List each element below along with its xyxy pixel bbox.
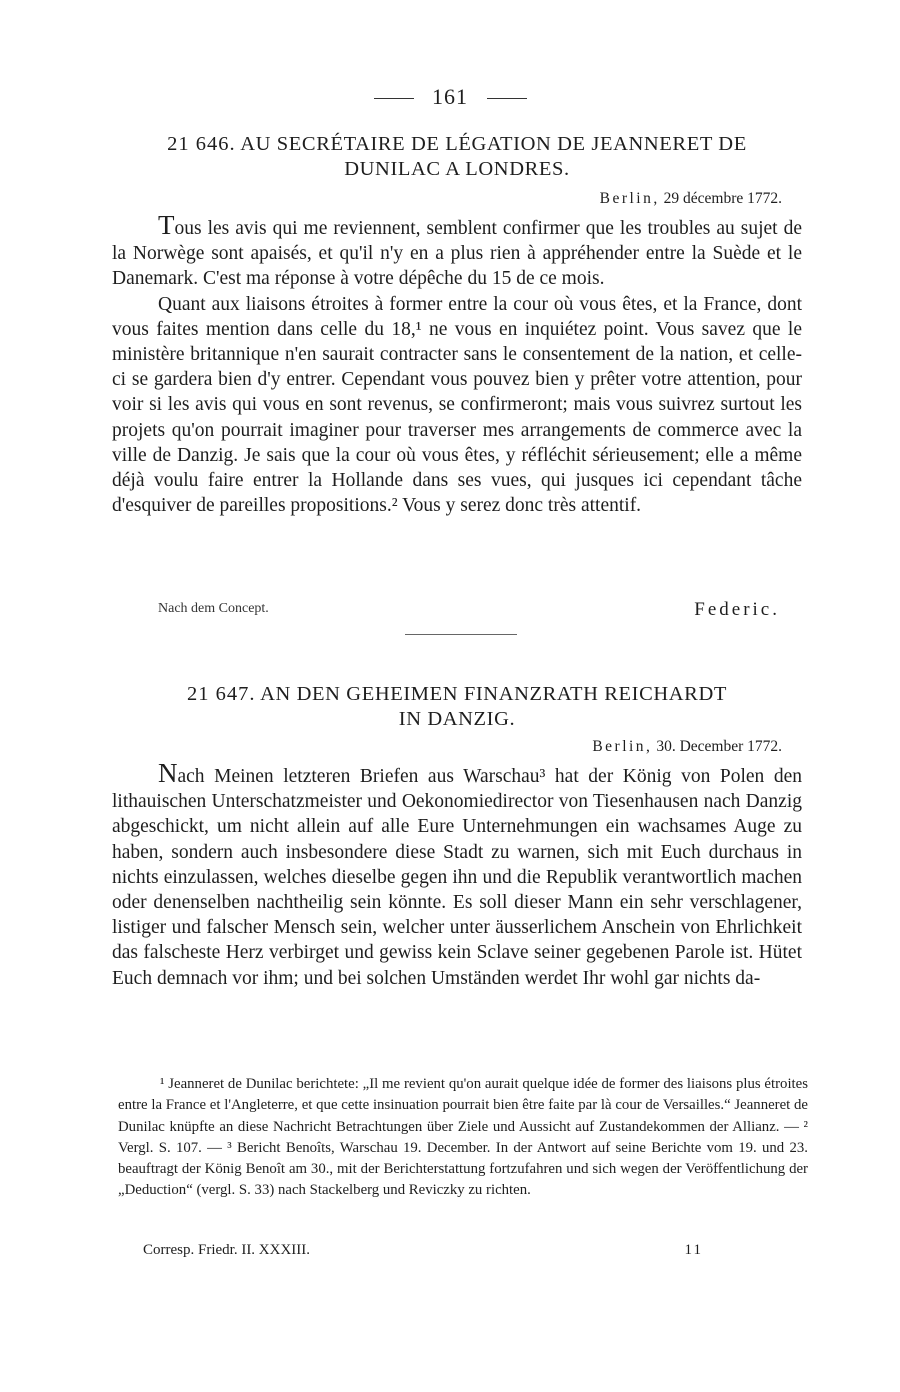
paragraph: Quant aux liaisons étroites à former entre la cour où vous êtes, et la France, dont vous faites mention dans celle du 18,¹ ne vous en inquiétez point. Vous savez que le ministère britannique n'en saurait contracter sans le consentement de la nation, et celle-ci se gardera bien d'y entrer. Cependant vous pouvez bien y prêter votre attention, pour voir si les avis qui vous en sont revenus, se confirmeront; mais vous suivrez surtout les projets qu'on pourrait imaginer pour traverser mes arrangements de commerce avec la ville de Danzig. Je sais que la cour où vous êtes, y réfléchit sérieusement; elle a même déjà voulu faire entrer la Hollande dans ses vues, qui jusques ici cependant tâche d'esquiver de pareilles propositions.² Vous y serez donc très attentif.: [112, 293, 802, 517]
letter-title-line2: IN DANZIG.: [398, 708, 516, 730]
header-dash-right: [487, 98, 527, 99]
letter-dateline: [600, 190, 782, 208]
page-footer: [143, 1242, 703, 1259]
source-note: Nach dem Concept.: [158, 601, 269, 616]
paragraph-text: ach Meinen letzteren Briefen aus Warschau³ hat der König von Polen den lithauischen Unterschatzmeister und Oekonomiedirector von Tiesenhausen nach Danzig abgeschickt, um nicht allein auf alle Eure Unternehmungen ein wachsames Auge zu haben, sondern auch insbesondere diese Stadt zu warnen, sich mit Euch durchaus in nichts einzulassen, welches dieselbe gegen ihn und die Republik verantwortlich machen oder denenselben nachtheilig sein könnte. Es soll dieser Mann ein sehr verschlagener, listiger und falscher Mensch sein, welcher unter äusserlichem Anschein von Ehrlichkeit das falscheste Herz verbirget und gewiss kein Sclave seiner gegebenen Parole ist. Hütet Euch demnach vor ihm; und bei solchen Umständen werdet Ihr wohl gar nichts da-: [112, 766, 802, 989]
letter-title-21646: [112, 132, 802, 182]
paragraph: [112, 758, 802, 991]
letter-date: 29 décembre 1772.: [663, 190, 782, 207]
letter-title-line2: DUNILAC A LONDRES.: [344, 158, 570, 180]
header-dash-left: [374, 98, 414, 99]
letter-date: 30. December 1772.: [656, 738, 782, 755]
sheet-number: 11: [684, 1242, 703, 1258]
page-header: [0, 84, 900, 110]
letter-addressee: AU SECRÉTAIRE DE LÉGATION DE JEANNERET DE: [240, 133, 747, 155]
letter-body: [112, 758, 802, 991]
letter-dateline: [592, 738, 782, 756]
letter-number: 21 647.: [187, 683, 256, 705]
dropcap: N: [158, 758, 178, 788]
letter-place: Berlin,: [592, 738, 653, 755]
signature-mark: Corresp. Friedr. II. XXXIII.: [143, 1242, 311, 1258]
letter-place: Berlin,: [599, 190, 660, 207]
dropcap: T: [158, 210, 175, 240]
letter-title-line1: [112, 132, 802, 157]
footnote-text: ¹ Jeanneret de Dunilac berichtete: „Il me revient qu'on aurait quelque idée de former des liaisons plus étroites entre la France et l'Angleterre, et que cette insinuation pourrait bien être faite par là cour de Versailles.“ Jeanneret de Dunilac knüpfte an diese Nachricht Betrachtungen über Ziele und Aussicht auf Zustandekommen der Allianz. — ² Vergl. S. 107. — ³ Bericht Benoîts, Warschau 19. December. In der Antwort auf seine Berichte vom 19. und 23. beauftragt der König Benoît am 30., mit der Berichterstattung fortzufahren und sich wegen der Veröffentlichung der „Deduction“ (vergl. S. 33) nach Stackelberg und Reviczky zu richten.: [118, 1076, 808, 1199]
letter-title-line1: [112, 682, 802, 707]
letter-addressee: AN DEN GEHEIMEN FINANZRATH REICHARDT: [260, 683, 727, 705]
signature: Federic.: [694, 599, 780, 620]
paragraph-text: ous les avis qui me reviennent, semblent confirmer que les troubles au sujet de la Norwège sont apaisés, et qu'il n'y en a plus rien à appréhender entre la Suède et le Danemark. C'est ma réponse à votre dépêche du 15 de ce mois.: [112, 218, 802, 290]
letter-body: [112, 210, 802, 518]
footnotes: [118, 1074, 808, 1202]
paragraph: [112, 210, 802, 292]
page-number: 161: [432, 84, 468, 109]
section-divider: [405, 634, 517, 635]
letter-title-21647: [112, 682, 802, 732]
letter-number: 21 646.: [167, 133, 236, 155]
